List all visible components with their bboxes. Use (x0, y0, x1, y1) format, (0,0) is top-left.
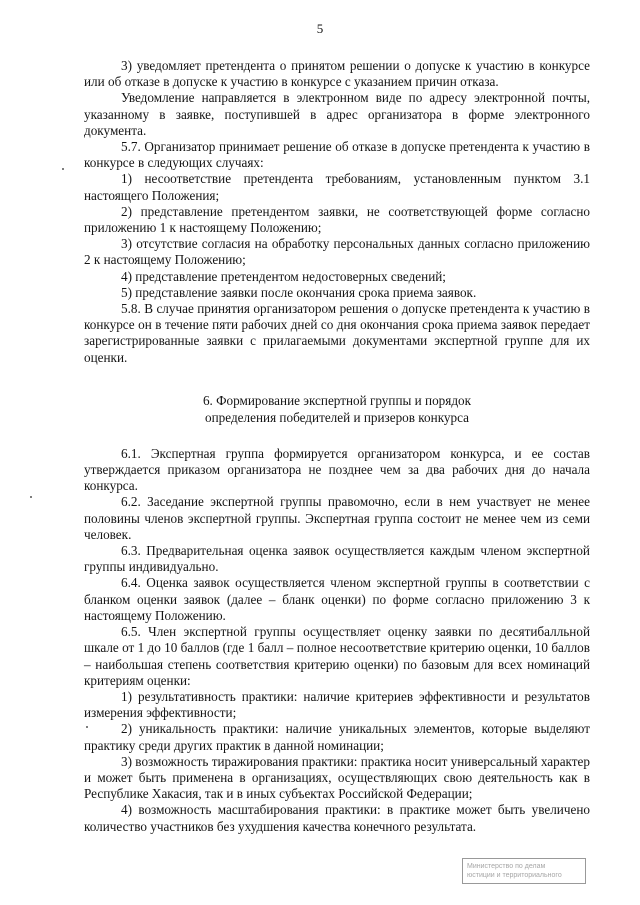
list-item: 2) представление претендентом заявки, не соответствующей форме согласно приложению 1 к настоящему Положению; (84, 203, 590, 236)
paragraph: 6.3. Предварительная оценка заявок осуществляется каждым членом экспертной группы индивидуально. (84, 543, 590, 575)
registration-stamp (462, 858, 586, 884)
section-title (84, 392, 590, 426)
section-title-line: определения победителей и призеров конкурса (205, 409, 469, 425)
scan-speck (86, 726, 88, 728)
list-item: 4) возможность масштабирования практики: в практике может быть увеличено количество участников без ухудшения качества конечного результата. (84, 802, 590, 834)
paragraph: 6.1. Экспертная группа формируется организатором конкурса, и ее состав утверждается приказом организатора не позднее чем за два рабочих дня до начала конкурса. (84, 445, 590, 494)
list-item: 4) представление претендентом недостоверных сведений; (121, 268, 446, 284)
page-number: 5 (316, 21, 324, 36)
stamp-line: юстиции и территориального (467, 872, 562, 879)
paragraph: 6.2. Заседание экспертной группы правомочно, если в нем участвует не менее половины членов экспертной группы. Экспертная группа состоит не менее чем из семи человек. (84, 494, 590, 542)
paragraph: 5.7. Организатор принимает решение об отказе в допуске претендента к участию в конкурсе в следующих случаях: (84, 139, 590, 171)
paragraph: 3) уведомляет претендента о принятом решении о допуске к участию в конкурсе или об отказе в допуске к участию в конкурсе с указанием причин отказа. (84, 58, 590, 90)
list-item: 5) представление заявки после окончания срока приема заявок. (121, 284, 477, 300)
paragraph: 5.8. В случае принятия организатором решения о допуске претендента к участию в конкурсе он в течение пяти рабочих дней со дня окончания срока приема заявок передает зарегистрированные заявки с прилагаемыми документами экспертной группе для их оценки. (84, 301, 590, 365)
section-title-line: 6. Формирование экспертной группы и порядок (202, 392, 472, 408)
stamp-line: Министерство по делам (467, 863, 546, 870)
scan-speck (30, 496, 32, 498)
paragraph: Уведомление направляется в электронном виде по адресу электронной почты, указанному в заявке, поступившей в адрес организатора в форме электронного документа. (84, 90, 590, 138)
list-item: 1) несоответствие претендента требованиям, установленным пунктом 3.1 настоящего Положения; (84, 171, 590, 203)
list-item: 3) возможность тиражирования практики: практика носит универсальный характер и может быть применена в организациях, осуществляющих свою деятельность как в Республике Хакасия, так и в иных субъектах Российской Федерации; (84, 753, 590, 802)
paragraph: 6.4. Оценка заявок осуществляется членом экспертной группы в соответствии с бланком оценки заявок (далее – бланк оценки) по форме согласно приложению 3 к настоящему Положению. (84, 575, 590, 623)
list-item: 2) уникальность практики: наличие уникальных элементов, которые выделяют практику среди других практик в данной номинации; (84, 721, 590, 753)
document-body (84, 58, 590, 835)
paragraph: 6.5. Член экспертной группы осуществляет оценку заявки по десятибалльной шкале от 1 до 10 баллов (где 1 балл – полное несоответствие критерию оценки, 10 баллов – наибольшая степень соответствия критерию оценки) по базовым для всех номинаций критериям оценки: (84, 624, 590, 688)
list-item: 3) отсутствие согласия на обработку персональных данных согласно приложению 2 к настоящему Положению; (84, 236, 590, 268)
scan-speck (62, 168, 64, 170)
list-item: 1) результативность практики: наличие критериев эффективности и результатов измерения эффективности; (84, 688, 590, 721)
